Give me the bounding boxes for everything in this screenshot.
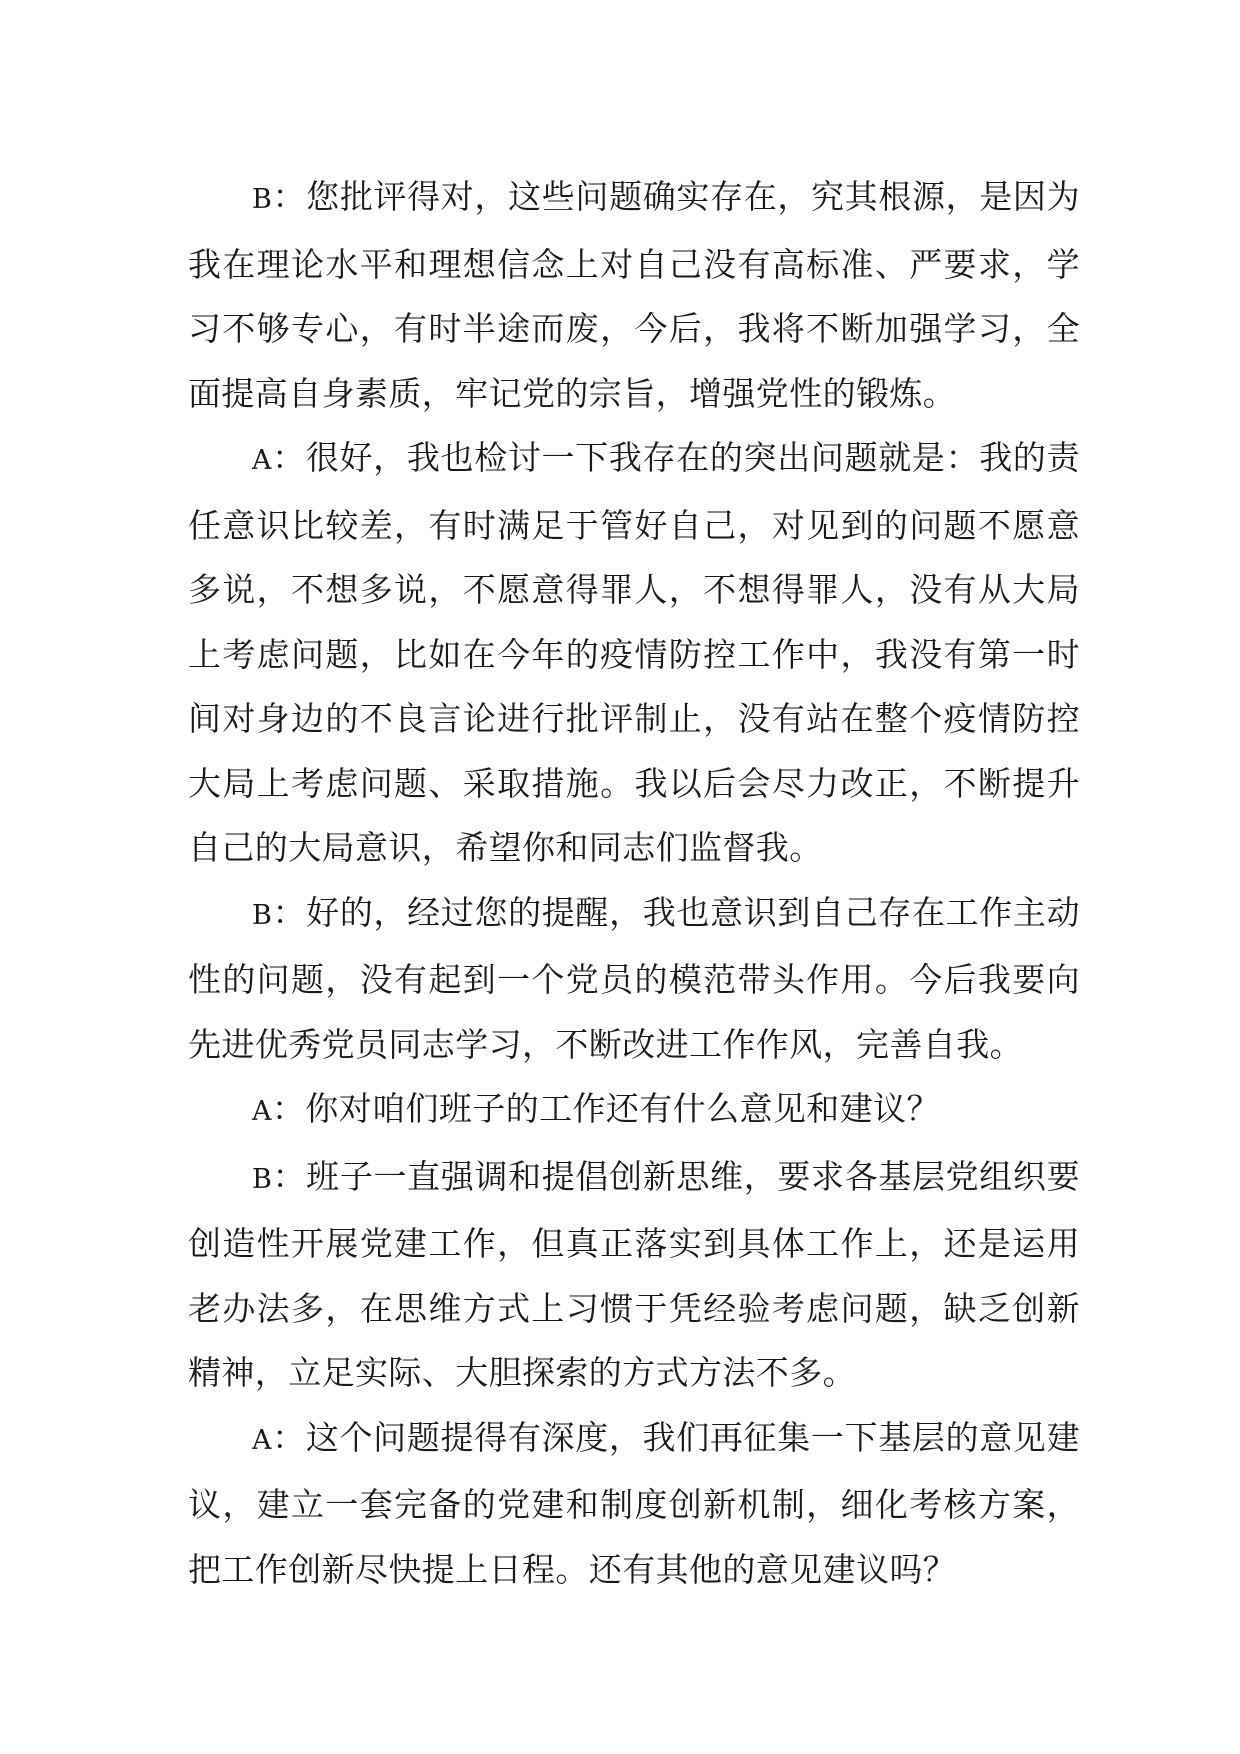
paragraph-text: ：班子一直强调和提倡创新思维，要求各基层党组织要创造性开展党建工作，但真正落实到具体工作上，还是运用老办法多，在思维方式上习惯于凭经验考虑问题，缺乏创新精神，立足实际、大胆探索的方式方法不多。 (188, 1156, 1080, 1392)
speaker-label: A (252, 445, 272, 476)
paragraph-text: ：这个问题提得有深度，我们再征集一下基层的意见建议，建立一套完备的党建和制度创新机制，细化考核方案，把工作创新尽快提上日程。还有其他的意见建议吗？ (188, 1417, 1080, 1589)
document-body (188, 165, 1080, 1602)
paragraph-text: ：你对咱们班子的工作还有什么意见和建议？ (271, 1089, 940, 1128)
dialogue-paragraph (188, 426, 1080, 881)
paragraph-text: ：您批评得对，这些问题确实存在，究其根源，是因为我在理论水平和理想信念上对自己没有高标准、严要求，学习不够专心，有时半途而废，今后，我将不断加强学习，全面提高自身素质，牢记党的宗旨，增强党性的锻炼。 (188, 177, 1080, 413)
paragraph-text: ：好的，经过您的提醒，我也意识到自己存在工作主动性的问题，没有起到一个党员的模范带头作用。今后我要向先进优秀党员同志学习，不断改进工作作风，完善自我。 (188, 892, 1080, 1064)
dialogue-paragraph (188, 881, 1080, 1078)
speaker-label: A (252, 1424, 272, 1456)
dialogue-paragraph (188, 1077, 1080, 1145)
paragraph-text: ：很好，我也检讨一下我存在的突出问题就是：我的责任意识比较差，有时满足于管好自己，对见到的问题不愿意多说，不想多说，不愿意得罪人，不想得罪人，没有从大局上考虑问题，比如在今年的疫情防控工作中，我没有第一时间对身边的不良言论进行批评制止，没有站在整个疫情防控大局上考虑问题、采取措施。我以后会尽力改正，不断提升自己的大局意识，希望你和同志们监督我。 (188, 438, 1080, 867)
dialogue-paragraph (188, 1145, 1080, 1406)
dialogue-paragraph (188, 1406, 1080, 1603)
speaker-label: A (252, 1096, 272, 1127)
dialogue-paragraph (188, 165, 1080, 426)
speaker-label: B (252, 184, 273, 215)
speaker-label: B (252, 899, 273, 931)
speaker-label: B (252, 1163, 273, 1195)
